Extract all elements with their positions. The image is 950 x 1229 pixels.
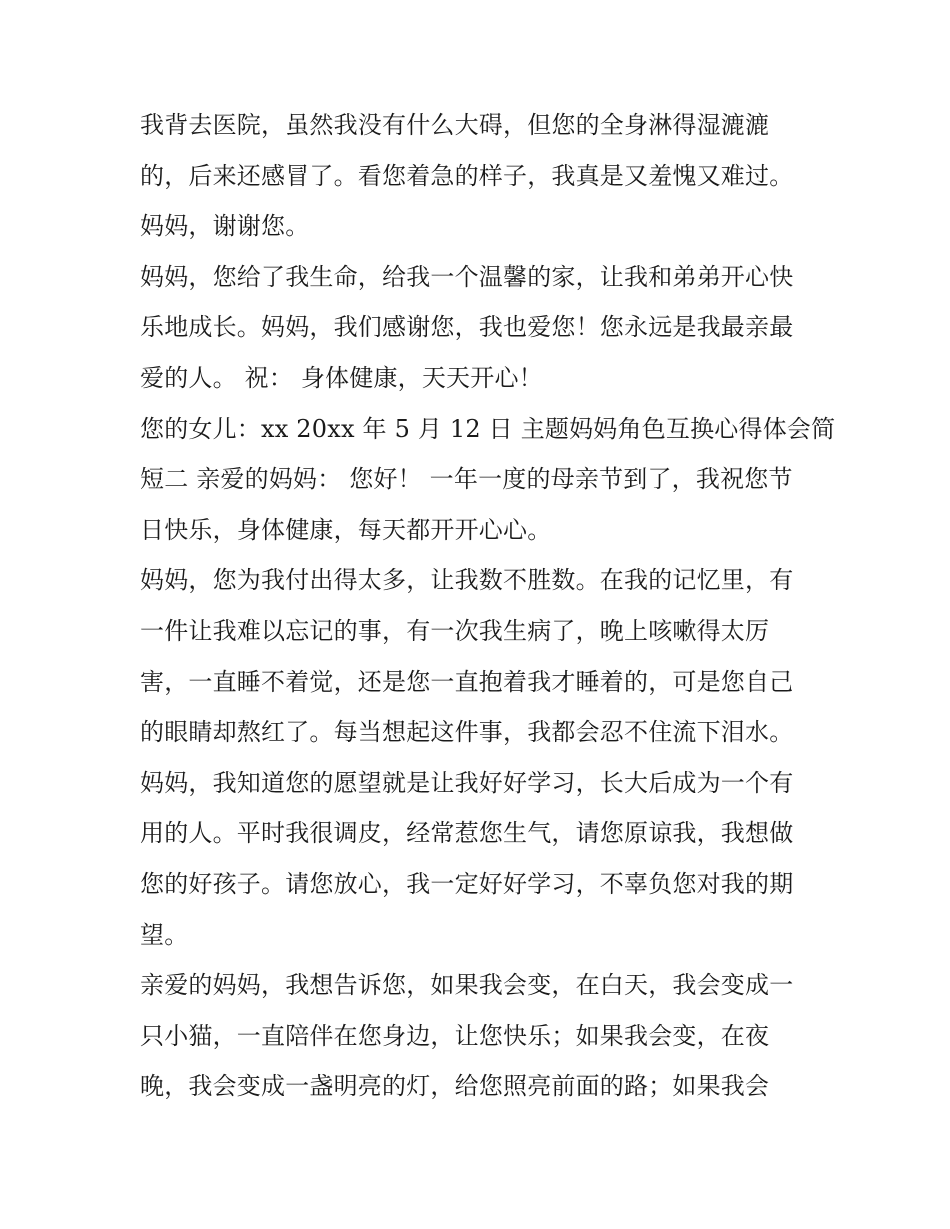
text-line-8: 短二 亲爱的妈妈： 您好！ 一年一度的母亲节到了，我祝您节 — [140, 465, 793, 494]
text-line-10: 妈妈，您为我付出得太多，让我数不胜数。在我的记忆里，有 — [140, 566, 794, 595]
text-line-15: 用的人。平时我很调皮，经常惹您生气，请您原谅我，我想做 — [140, 819, 794, 848]
document-page — [140, 100, 836, 1112]
text-line-16: 您的好孩子。请您放心，我一定好好学习，不辜负您对我的期 — [140, 869, 794, 898]
text-line-17: 望。 — [140, 920, 189, 949]
text-line-12: 害，一直睡不着觉，还是您一直抱着我才睡着的，可是您自己 — [140, 667, 794, 696]
text-line-14: 妈妈，我知道您的愿望就是让我好好学习，长大后成为一个有 — [140, 768, 794, 797]
text-line-3: 妈妈，谢谢您。 — [140, 212, 310, 241]
text-line-6: 爱的人。 祝： 身体健康，天天开心！ — [140, 363, 543, 392]
text-line-11: 一件让我难以忘记的事，有一次我生病了，晚上咳嗽得太厉 — [140, 616, 770, 645]
text-line-18: 亲爱的妈妈，我想告诉您，如果我会变，在白天，我会变成一 — [140, 971, 794, 1000]
text-line-5: 乐地成长。妈妈，我们感谢您，我也爱您！您永远是我最亲最 — [140, 313, 794, 342]
text-line-19: 只小猫，一直陪伴在您身边，让您快乐；如果我会变，在夜 — [140, 1021, 770, 1050]
text-line-13: 的眼睛却熬红了。每当想起这件事，我都会忍不住流下泪水。 — [140, 718, 794, 747]
text-line-2: 的，后来还感冒了。看您着急的样子，我真是又羞愧又难过。 — [140, 161, 794, 190]
text-line-9: 日快乐，身体健康，每天都开开心心。 — [140, 515, 552, 544]
text-line-20: 晚，我会变成一盏明亮的灯，给您照亮前面的路；如果我会 — [140, 1072, 770, 1101]
text-line-7: 您的女儿：xx 20xx 年 5 月 12 日 主题妈妈角色互换心得体会简 — [140, 414, 836, 443]
text-line-4: 妈妈，您给了我生命，给我一个温馨的家，让我和弟弟开心快 — [140, 262, 794, 291]
text-line-1: 我背去医院，虽然我没有什么大碍，但您的全身淋得湿漉漉 — [140, 111, 770, 139]
